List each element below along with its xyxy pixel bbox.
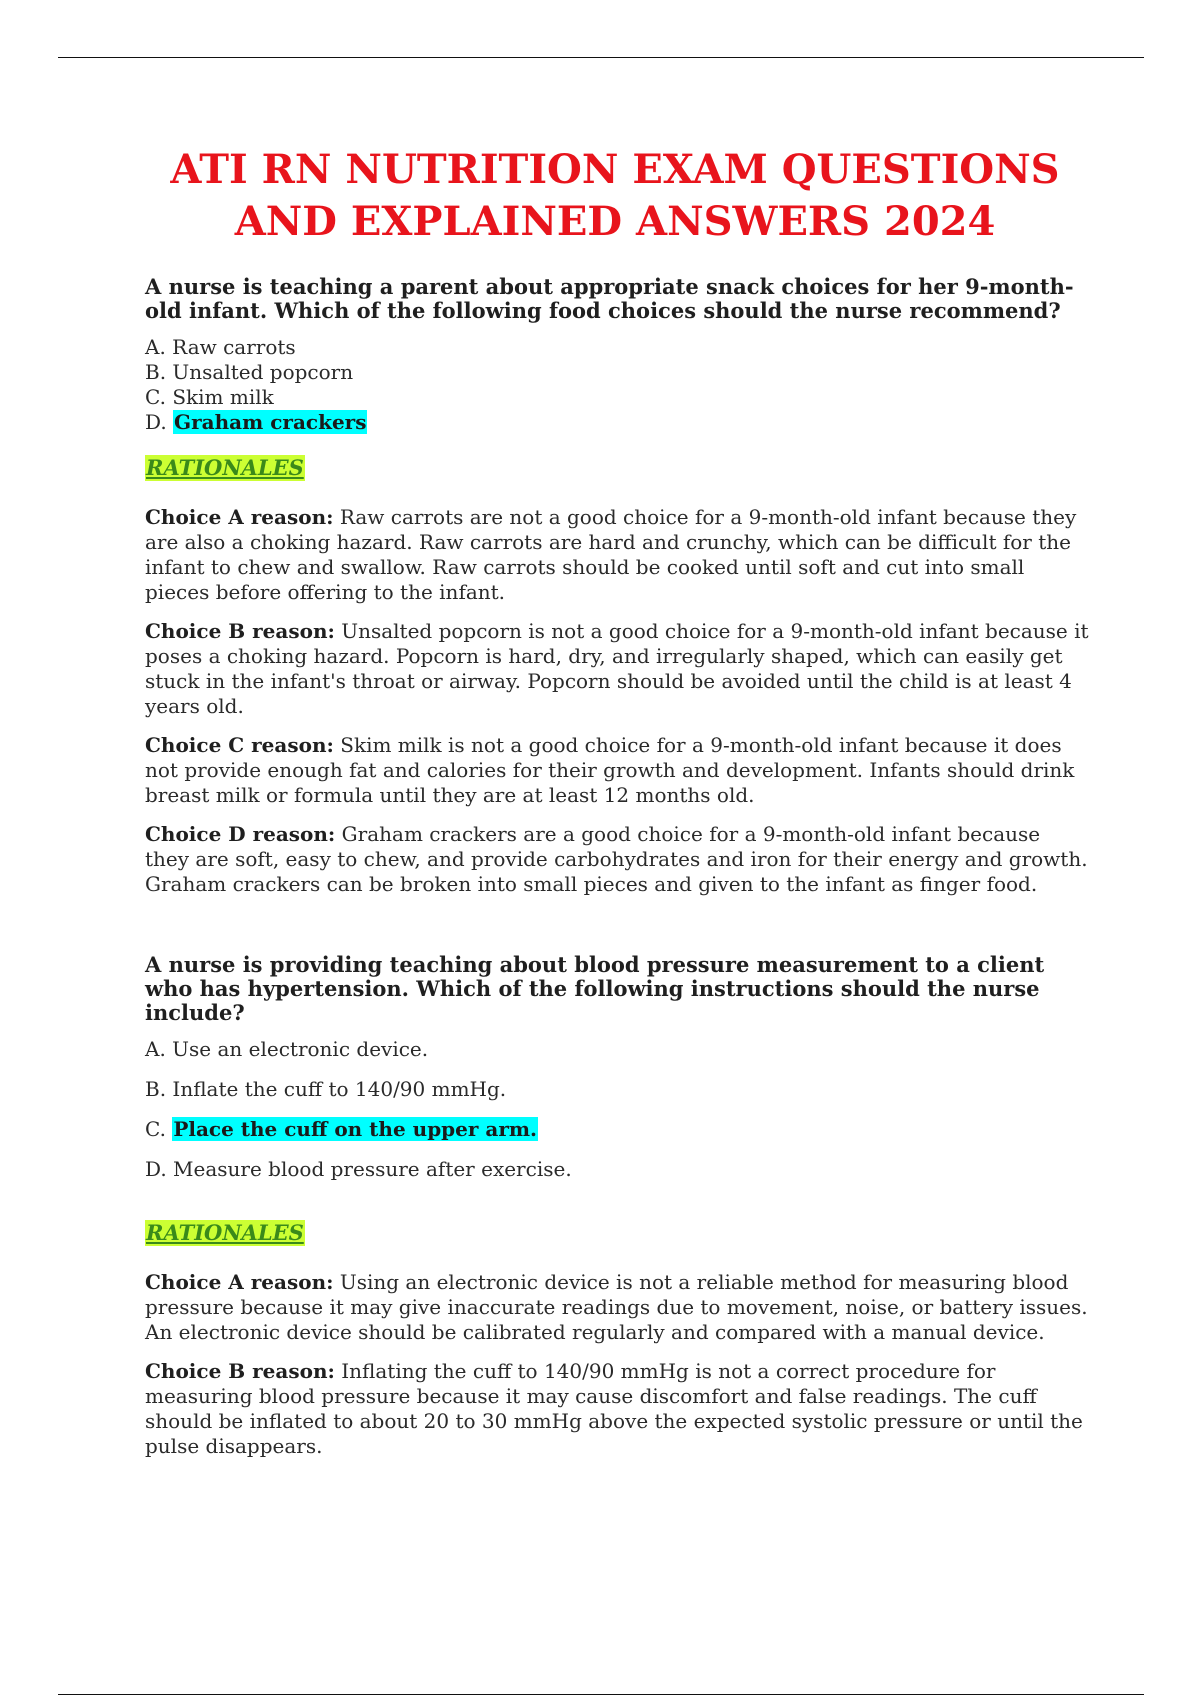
option-b	[145, 360, 1090, 385]
rationales-label: RATIONALES	[146, 1220, 304, 1245]
reason-text: Graham crackers are a good choice for a 9-month-old infant because they are soft, easy to chew, and provide carbohydrates and iron for their energy and growth. Graham crackers can be broken into small pieces and given to the infant as finger food.	[145, 822, 1088, 896]
option-letter: B.	[145, 360, 167, 384]
option-text: Unsalted popcorn	[172, 360, 354, 384]
option-text: Measure blood pressure after exercise.	[173, 1157, 572, 1181]
reason-text: Raw carrots are not a good choice for a 9-month-old infant because they are also a choking hazard. Raw carrots are hard and crunchy, which can be difficult for the infant to chew and swallow. Raw carrots should be cooked until soft and cut into small pieces before offering to the infant.	[145, 505, 1077, 604]
bottom-rule	[58, 1694, 1144, 1695]
reason-lead: Choice A reason:	[145, 505, 334, 529]
reason-c	[145, 733, 1090, 808]
reason-a	[145, 505, 1090, 605]
option-b	[145, 1077, 1090, 1102]
option-text: Raw carrots	[172, 335, 296, 359]
reason-text: Inflating the cuff to 140/90 mmHg is not a correct procedure for measuring blood pressure because it may cause discomfort and false readings. The cuff should be inflated to about 20 to 30 mmHg above the expected systolic pressure or until the pulse disappears.	[145, 1359, 1083, 1458]
reason-a	[145, 1270, 1090, 1345]
top-rule	[58, 57, 1144, 58]
reason-lead: Choice D reason:	[145, 822, 336, 846]
option-letter: A.	[145, 335, 166, 359]
document-title	[0, 144, 1200, 248]
answer-options	[145, 335, 1090, 435]
answer-options	[145, 1037, 1090, 1182]
question-prompt: A nurse is providing teaching about blood pressure measurement to a client who has hypertension. Which of the following instructions should the nurse include?	[145, 952, 1045, 1025]
reason-d	[145, 822, 1090, 897]
option-letter: C.	[145, 385, 166, 409]
option-a	[145, 1037, 1090, 1062]
title-line-1: ATI RN NUTRITION EXAM QUESTIONS	[170, 146, 1060, 193]
document-body	[145, 275, 1090, 1473]
option-c	[145, 385, 1090, 410]
reason-lead: Choice B reason:	[145, 1359, 335, 1383]
reason-text: Unsalted popcorn is not a good choice for a 9-month-old infant because it poses a choking hazard. Popcorn is hard, dry, and irregularly shaped, which can easily get stuck in the infant's throat or airway. Popcorn should be avoided until the child is at least 4 years old.	[145, 619, 1089, 718]
option-letter: B.	[145, 1077, 167, 1101]
question-prompt: A nurse is teaching a parent about appropriate snack choices for her 9-month-old infant. Which of the following food choices should the nurse recommend?	[145, 274, 1074, 323]
reason-text: Using an electronic device is not a reliable method for measuring blood pressure because it may give inaccurate readings due to movement, noise, or battery issues. An electronic device should be calibrated regularly and compared with a manual device.	[145, 1270, 1088, 1344]
question-block-2	[145, 953, 1090, 1459]
correct-answer-highlight: Place the cuff on the upper arm.	[173, 1117, 538, 1141]
option-text: Use an electronic device.	[172, 1037, 429, 1061]
option-d-correct	[145, 410, 1090, 435]
option-letter: D.	[145, 410, 167, 434]
reason-lead: Choice B reason:	[145, 619, 335, 643]
correct-answer-highlight: Graham crackers	[174, 410, 367, 434]
rationales-label: RATIONALES	[146, 455, 304, 480]
option-text: Skim milk	[172, 385, 274, 409]
reason-text: Skim milk is not a good choice for a 9-month-old infant because it does not provide enough fat and calories for their growth and development. Infants should drink breast milk or formula until they are at least 12 months old.	[145, 733, 1075, 807]
title-line-2: AND EXPLAINED ANSWERS 2024	[234, 198, 996, 245]
option-c-correct	[145, 1117, 1090, 1142]
option-letter: A.	[145, 1037, 166, 1061]
reason-b	[145, 619, 1090, 719]
option-text: Inflate the cuff to 140/90 mmHg.	[172, 1077, 507, 1101]
option-a	[145, 335, 1090, 360]
option-letter: D.	[145, 1157, 167, 1181]
reason-lead: Choice C reason:	[145, 733, 334, 757]
reason-b	[145, 1359, 1090, 1459]
option-letter: C.	[145, 1117, 166, 1141]
option-d	[145, 1157, 1090, 1182]
reason-lead: Choice A reason:	[145, 1270, 334, 1294]
question-block-1	[145, 275, 1090, 897]
